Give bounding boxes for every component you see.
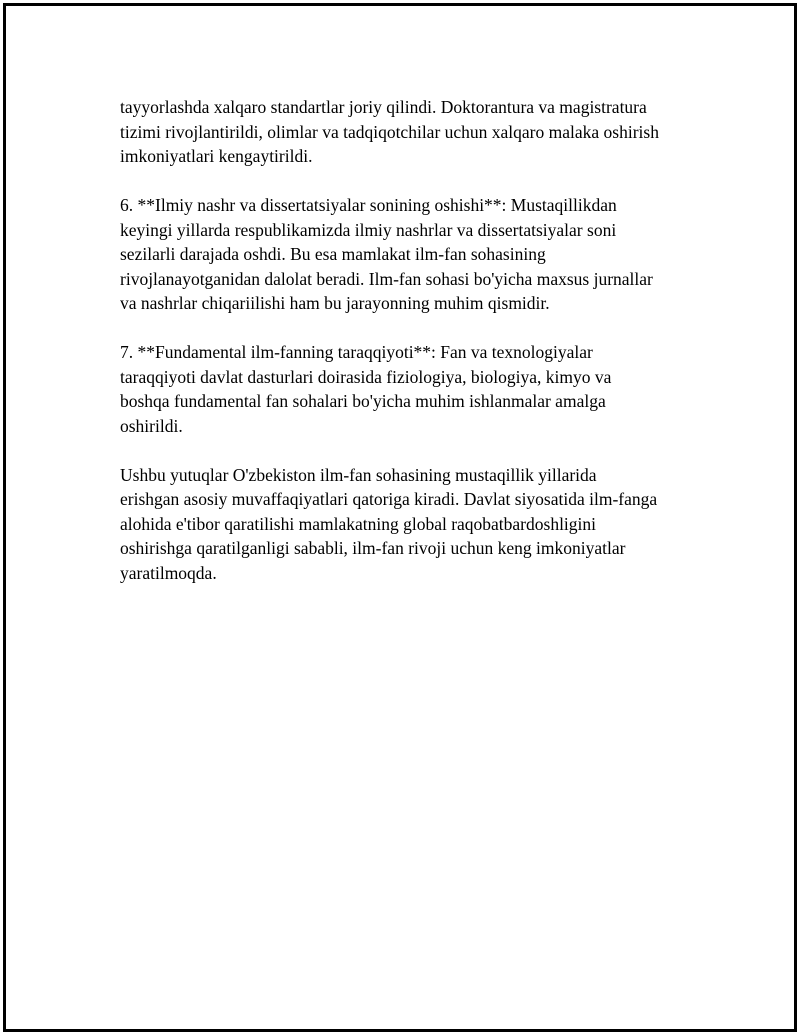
paragraph-item-7: 7. **Fundamental ilm-fanning taraqqiyoti**: Fan va texnologiyalar taraqqiyoti davlat dasturlari doirasida fiziologiya, biologiya, kimyo va boshqa fundamental fan sohalari bo'yicha muhim ishlanmalar amalga oshirildi.: [120, 342, 612, 436]
paragraph-continuation: tayyorlashda xalqaro standartlar joriy qilindi. Doktorantura va magistratura tizimi rivojlantirildi, olimlar va tadqiqotchilar uchun xalqaro malaka oshirish imkoniyatlari kengaytirildi.: [120, 97, 659, 166]
document-body: [120, 95, 710, 610]
paragraph-item-6: 6. **Ilmiy nashr va dissertatsiyalar sonining oshishi**: Mustaqillikdan keyingi yillarda respublikamizda ilmiy nashrlar va dissertatsiyalar soni sezilarli darajada oshdi. Bu esa mamlakat ilm-fan sohasining rivojlanayotganidan dalolat beradi. Ilm-fan sohasi bo'yicha maxsus jurnallar va nashrlar chiqariilishi ham bu jarayonning muhim qismidir.: [120, 195, 653, 313]
document-page: [3, 3, 797, 1032]
paragraph-conclusion: Ushbu yutuqlar O'zbekiston ilm-fan sohasining mustaqillik yillarida erishgan asosiy muvaffaqiyatlari qatoriga kiradi. Davlat siyosatida ilm-fanga alohida e'tibor qaratilishi mamlakatning global raqobatbardoshligini oshirishga qaratilganligi sababli, ilm-fan rivoji uchun keng imkoniyatlar yaratilmoqda.: [120, 464, 658, 583]
